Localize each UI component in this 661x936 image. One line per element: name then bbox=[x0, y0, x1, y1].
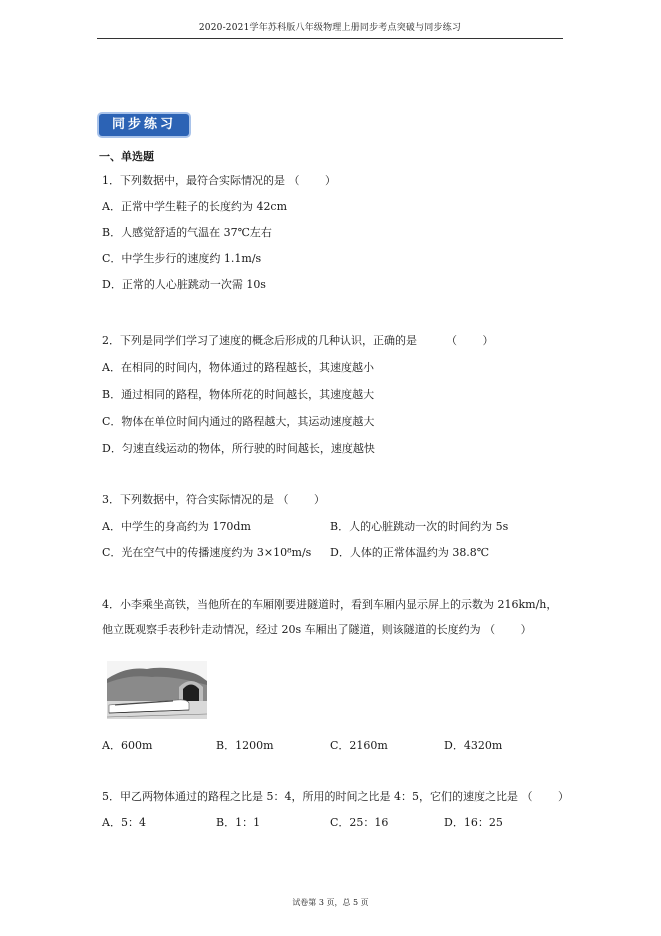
question-5-option-b: B．1：1 bbox=[216, 816, 261, 829]
question-4-option-d: D．4320m bbox=[444, 739, 503, 752]
question-2-stem: 2．下列是同学们学习了速度的概念后形成的几种认识，正确的是 （ ） bbox=[102, 334, 494, 347]
section-title: 一、单选题 bbox=[99, 150, 154, 163]
question-2-option-a: A．在相同的时间内，物体通过的路程越长，其速度越小 bbox=[102, 361, 374, 374]
section-badge: 同步练习 bbox=[99, 114, 189, 136]
question-3-option-a: A．中学生的身高约为 170dm bbox=[102, 520, 251, 533]
question-5-option-a: A．5：4 bbox=[102, 816, 146, 829]
question-1-option-d: D．正常的人心脏跳动一次需 10s bbox=[102, 278, 266, 291]
question-3-option-b: B．人的心脏跳动一次的时间约为 5s bbox=[330, 520, 509, 533]
page-header: 2020-2021学年苏科版八年级物理上册同步考点突破与同步练习 bbox=[198, 23, 462, 33]
question-4-option-a: A．600m bbox=[102, 739, 153, 752]
page-footer: 试卷第 3 页，总 5 页 bbox=[292, 898, 369, 907]
question-1-option-c: C．中学生步行的速度约 1.1m/s bbox=[102, 252, 262, 265]
question-4-option-b: B．1200m bbox=[216, 739, 274, 752]
question-3-option-d: D．人体的正常体温约为 38.8℃ bbox=[330, 546, 490, 559]
question-2-option-c: C．物体在单位时间内通过的路程越大，其运动速度越大 bbox=[102, 415, 375, 428]
question-3-stem: 3．下列数据中，符合实际情况的是 （ ） bbox=[102, 493, 325, 506]
question-5-option-d: D．16：25 bbox=[444, 816, 503, 829]
question-1-option-b: B．人感觉舒适的气温在 37℃左右 bbox=[102, 226, 272, 239]
tunnel-train-image bbox=[107, 661, 207, 719]
question-2-option-d: D．匀速直线运动的物体，所行驶的时间越长，速度越快 bbox=[102, 442, 375, 455]
header-divider bbox=[97, 38, 563, 39]
question-5-stem: 5．甲乙两物体通过的路程之比是 5：4，所用的时间之比是 4：5，它们的速度之比是 （ ） bbox=[102, 790, 569, 803]
question-2-option-b: B．通过相同的路程，物体所花的时间越长，其速度越大 bbox=[102, 388, 375, 401]
question-4-stem-line2: 他立既观察手表秒针走动情况，经过 20s 车厢出了隧道，则该隧道的长度约为 （ ） bbox=[102, 623, 532, 636]
question-5-option-c: C．25：16 bbox=[330, 816, 389, 829]
question-4-option-c: C．2160m bbox=[330, 739, 388, 752]
question-1-stem: 1．下列数据中，最符合实际情况的是 （ ） bbox=[102, 174, 336, 187]
question-4-stem-line1: 4．小李乘坐高铁，当他所在的车厢刚要进隧道时，看到车厢内显示屏上的示数为 216km/h， bbox=[102, 598, 558, 611]
question-1-option-a: A．正常中学生鞋子的长度约为 42cm bbox=[102, 200, 288, 213]
question-3-option-c: C．光在空气中的传播速度约为 3×10⁸m/s bbox=[102, 546, 312, 559]
